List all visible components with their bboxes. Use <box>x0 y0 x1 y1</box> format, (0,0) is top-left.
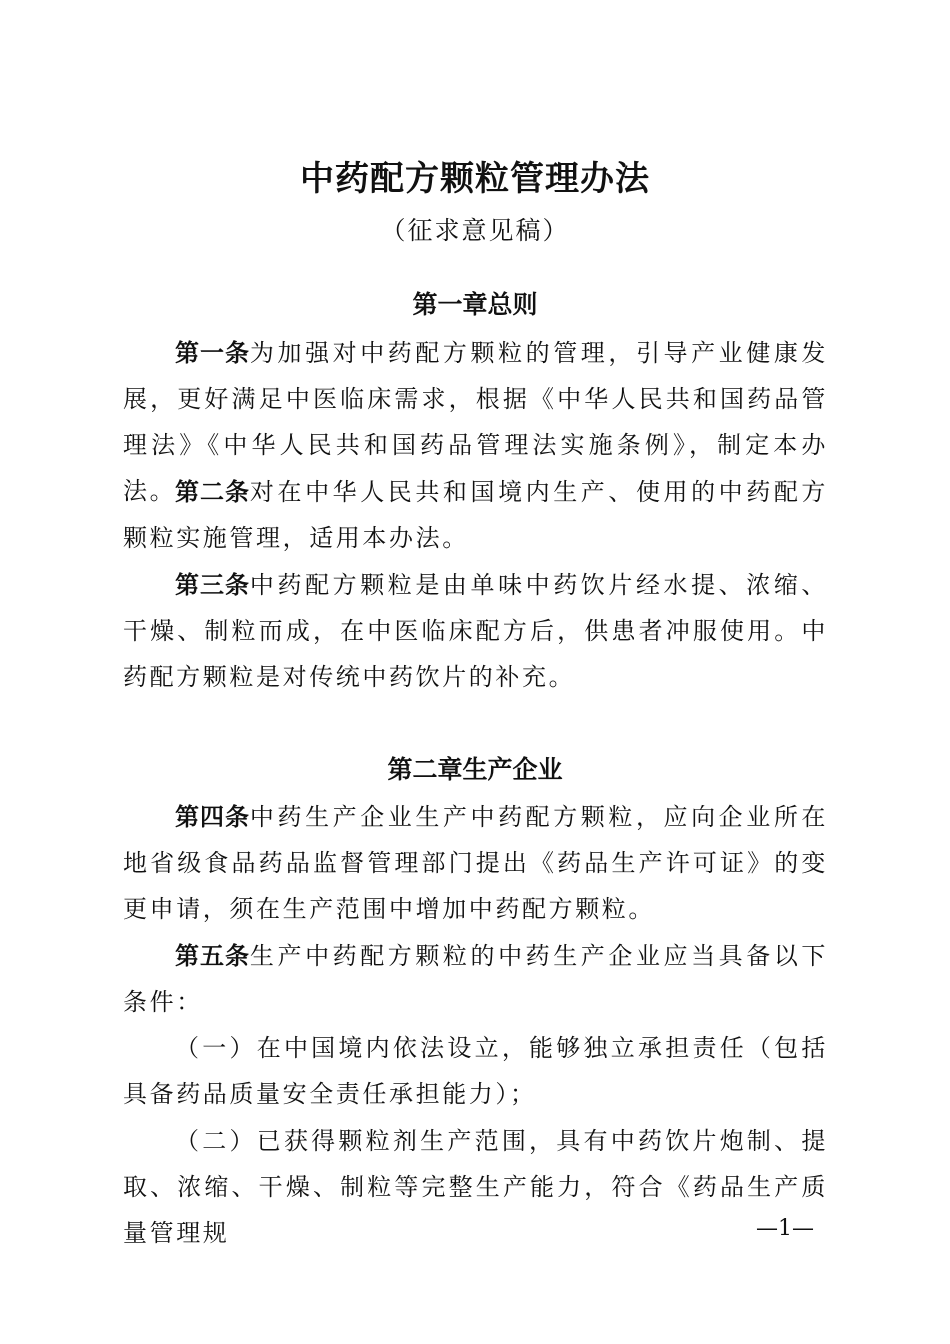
chapter-heading: 第一章总则 <box>412 290 538 319</box>
article-text: 为加强对中药配方颗粒的管理，引导产业健康发展，更好满足中医临床需求，根据《中华人民共和国药品管理法》《中华人民共和国药品管理法实施条例》，制定本办法。 <box>123 339 828 505</box>
article-paragraph <box>123 562 828 700</box>
article-label: 第一条 <box>175 339 250 367</box>
article-text: 中药生产企业生产中药配方颗粒，应向企业所在地省级食品药品监督管理部门提出《药品生产许可证》的变更申请，须在生产范围中增加中药配方颗粒。 <box>123 803 828 923</box>
article-text: 对在中华人民共和国境内生产、使用的中药配方颗粒实施管理，适用本办法。 <box>123 478 828 552</box>
list-item <box>123 1025 828 1117</box>
page-number: —1— <box>756 1216 814 1241</box>
document-title: 中药配方颗粒管理办法 <box>300 159 650 199</box>
article-label: 第二条 <box>175 478 250 506</box>
article-paragraph <box>123 933 828 1025</box>
list-item-text: （一）在中国境内依法设立，能够独立承担责任（包括具备药品质量安全责任承担能力）； <box>123 1034 828 1108</box>
article-label: 第三条 <box>175 571 250 599</box>
article-paragraph <box>123 794 828 932</box>
list-item <box>123 1118 828 1256</box>
article-paragraph <box>123 469 828 561</box>
article-text: 生产中药配方颗粒的中药生产企业应当具备以下条件： <box>123 942 828 1016</box>
article-text: 中药配方颗粒是由单味中药饮片经水提、浓缩、干燥、制粒而成，在中医临床配方后，供患者冲服使用。中药配方颗粒是对传统中药饮片的补充。 <box>123 571 828 691</box>
document-subtitle: （征求意见稿） <box>380 216 570 245</box>
chapter-heading: 第二章生产企业 <box>387 755 563 784</box>
article-label: 第五条 <box>175 942 250 970</box>
article-label: 第四条 <box>175 803 250 831</box>
list-item-text: （二）已获得颗粒剂生产范围，具有中药饮片炮制、提取、浓缩、干燥、制粒等完整生产能力，符合《药品生产质量管理规 <box>123 1127 828 1247</box>
